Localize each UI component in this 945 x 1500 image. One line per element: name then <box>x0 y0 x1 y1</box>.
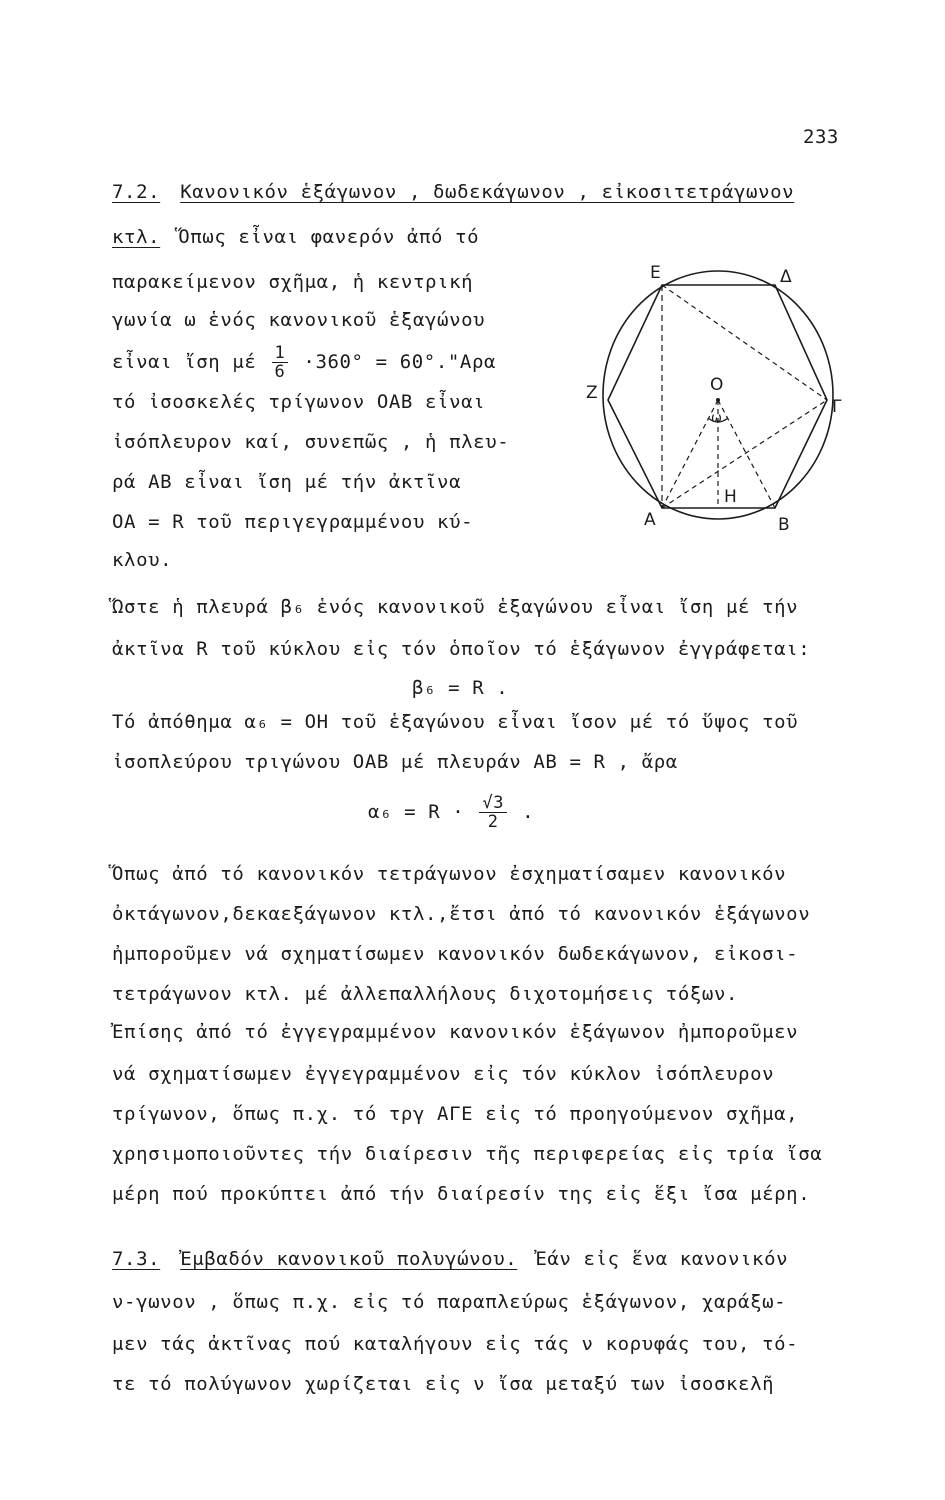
section-72-line8: ΟΑ = R τοῦ περιγεγραμμένου κύ- <box>112 511 474 533</box>
section-72-line6: ἰσόπλευρον καί, συνεπῶς , ἡ πλευ- <box>112 431 510 453</box>
section-72-heading-cont: κτλ. <box>112 226 161 248</box>
paragraph-5-line1: Ἐπίσης ἀπό τό ἐγγεγραμμένον κανονικόν ἑξάγωνον ἠμποροῦμεν <box>112 1021 799 1043</box>
paragraph-5-line4: χρησιμοποιοῦντες τήν διαίρεσιν τῆς περιφερείας εἰς τρία ἴσα <box>112 1143 823 1165</box>
label-Z: Ζ <box>586 383 598 403</box>
section-72-number: 7.2. <box>112 181 161 203</box>
paragraph-4-line2: ὀκτάγωνον,δεκαεξάγωνον κτλ.,ἔτσι ἀπό τό κανονικόν ἑξάγωνον <box>112 903 811 925</box>
section-72-line1 <box>112 225 479 249</box>
section-72-line1-text: Ὅπως εἶναι φανερόν ἀπό τό <box>178 226 480 248</box>
radius-O-A <box>662 400 718 508</box>
paragraph-3-line2: ἰσοπλεύρου τριγώνου ΟΑΒ μέ πλευράν ΑΒ = R , ἄρα <box>112 751 678 773</box>
label-A: Α <box>644 510 656 530</box>
label-E: Ε <box>650 263 661 283</box>
paragraph-5-line3: τρίγωνον, ὅπως π.χ. τό τργ ΑΓΕ εἰς τό προηγούμενον σχῆμα, <box>112 1103 799 1125</box>
section-72-line3: γωνία ω ἑνός κανονικοῦ ἑξαγώνου <box>112 309 486 331</box>
fraction-sqrt3: √3 <box>479 794 507 813</box>
line4-post: ·360° = 60°."Αρα <box>303 351 497 373</box>
fraction-denominator: 6 <box>274 362 286 382</box>
paragraph-5-line2: νά σχηματίσωμεν ἐγγεγραμμένον εἰς τόν κύκλον ἰσόπλευρον <box>112 1063 775 1085</box>
page-number: 233 <box>803 126 839 148</box>
paragraph-4-line4: τετράγωνον κτλ. μέ ἀλλεπαλλήλους διχοτομήσεις τόξων. <box>112 983 739 1005</box>
fraction-numerator: 1 <box>272 344 289 363</box>
hexagon-figure <box>570 250 870 550</box>
section-72-line5: τό ἰσοσκελές τρίγωνον ΟΑΒ εἶναι <box>112 391 486 413</box>
section-72-heading <box>112 180 794 204</box>
section-73-title: Ἐμβαδόν κανονικοῦ πολυγώνου. <box>180 1248 518 1270</box>
fraction-two: 2 <box>487 812 499 832</box>
section-73-number: 7.3. <box>112 1248 161 1270</box>
paragraph-2-line1: Ὥστε ἡ πλευρά β₆ ἑνός κανονικοῦ ἑξαγώνου εἶναι ἴση μέ τήν <box>112 596 799 618</box>
paragraph-4-line1: Ὅπως ἀπό τό κανονικόν τετράγωνον ἐσχηματίσαμεν κανονικόν <box>112 863 787 885</box>
line4-pre: εἶναι ἴση μέ <box>112 351 257 373</box>
center-point <box>716 398 720 402</box>
label-O: Ο <box>710 375 724 395</box>
label-G: Γ <box>832 397 842 417</box>
section-72-line4 <box>112 340 496 384</box>
formula-apothem-post: . <box>522 801 535 823</box>
section-72-line9: κλου. <box>112 549 173 571</box>
diagonal-A-G <box>662 400 827 508</box>
label-B: Β <box>778 515 790 535</box>
section-73-line2: ν-γωνον , ὅπως π.χ. εἰς τό παραπλεύρως ἑξάγωνον, χαράξω- <box>112 1291 787 1313</box>
paragraph-5-line5: μέρη πού προκύπτει ἀπό τήν διαίρεσίν της εἰς ἕξι ἴσα μέρη. <box>112 1183 811 1205</box>
fraction-sqrt3-over-2 <box>479 794 507 831</box>
label-D: Δ <box>780 267 792 287</box>
formula-apothem-pre: α₆ = R · <box>368 801 465 823</box>
formula-apothem <box>368 790 534 834</box>
section-73-heading <box>112 1247 788 1271</box>
fraction-one-sixth <box>272 344 289 381</box>
section-73-line3: μεν τάς ἀκτῖνας πού καταλήγουν εἰς τάς ν κορυφάς του, τό- <box>112 1333 799 1355</box>
section-72-line7: ρά ΑΒ εἶναι ἴση μέ τήν ἀκτῖνα <box>112 471 462 493</box>
paragraph-4-line3: ἠμποροῦμεν νά σχηματίσωμεν κανονικόν δωδεκάγωνον, εἰκοσι- <box>112 943 799 965</box>
paragraph-3-line1: Τό ἀπόθημα α₆ = ΟΗ τοῦ ἑξαγώνου εἶναι ἴσον μέ τό ὕψος τοῦ <box>112 711 799 733</box>
section-73-line1-text: Ἐάν εἰς ἕνα κανονικόν <box>535 1248 789 1270</box>
paragraph-2-line2: ἀκτῖνα R τοῦ κύκλου εἰς τόν ὁποῖον τό ἑξάγωνον ἐγγράφεται: <box>112 638 811 660</box>
diagonal-E-G <box>662 285 827 400</box>
section-72-line2: παρακείμενον σχῆμα, ἡ κεντρική <box>112 271 474 293</box>
label-H: Η <box>724 487 737 507</box>
formula-side: β₆ = R . <box>412 677 509 699</box>
section-72-title: Κανονικόν ἑξάγωνον , δωδεκάγωνον , εἰκοσιτετράγωνον <box>180 181 795 203</box>
label-omega: ω <box>711 411 722 426</box>
section-73-line4: τε τό πολύγωνον χωρίζεται εἰς ν ἴσα μεταξύ των ἰσοσκελῆ <box>112 1373 775 1395</box>
